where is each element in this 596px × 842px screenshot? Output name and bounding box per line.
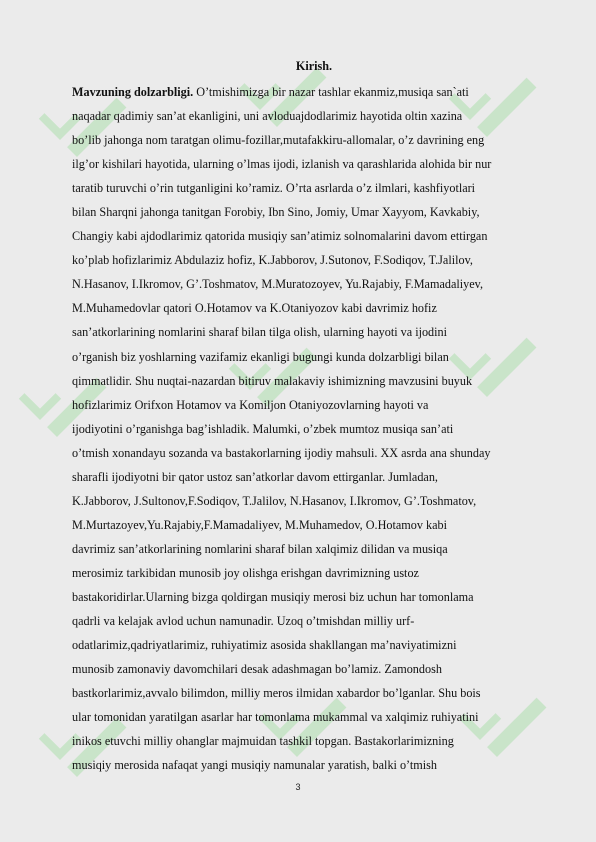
text-line: inikos etuvchi milliy ohanglar majmuidan tashkil topgan. Bastakorlarimizning — [72, 734, 454, 749]
text-line: munosib zamonaviy davomchilari desak adashmagan bo’lamiz. Zamondosh — [72, 662, 442, 677]
page-number: 3 — [295, 782, 301, 792]
text-line: musiqiy merosida nafaqat yangi musiqiy namunalar yaratish, balki o’tmish — [72, 758, 437, 773]
text-line: ijodiyotini o’rganishga bag’ishladik. Malumki, o’zbek mumtoz musiqa san’ati — [72, 421, 454, 436]
text-line: bilan Sharqni jahonga tanitgan Forobiy, Ibn Sino, Jomiy, Umar Xayyom, Kavkabiy, — [72, 205, 480, 220]
text-line: sharafli ijodiyotni bir qator ustoz san’atkorlar davom ettirganlar. Jumladan, — [72, 469, 438, 484]
page-title: Kirish. — [295, 59, 333, 73]
text-line: N.Hasanov, I.Ikromov, G’.Toshmatov, M.Muratozoyev, Yu.Rajabiy, F.Mamadaliyev, — [72, 277, 483, 292]
text-line: naqadar qadimiy san’at ekanligini, uni avloduajdodlarimiz hayotida oltin xazina — [72, 109, 463, 124]
document-body — [72, 58, 556, 777]
text-line: o’rganish biz yoshlarning vazifamiz ekanligi bugungi kunda dolzarbligi bilan — [72, 349, 449, 364]
text-line: taratib turuvchi o’rin tutganligini ko’ramiz. O’rta asrlarda o’z ilmlari, kashfiyotlari — [72, 181, 476, 196]
text-line: san’atkorlarining nomlarini sharaf bilan tilga olish, ularning hayoti va ijodini — [72, 325, 448, 340]
text-line: K.Jabborov, J.Sultonov,F.Sodiqov, T.Jalilov, N.Hasanov, I.Ikromov, G’.Toshmatov, — [72, 493, 477, 508]
section-lead: Mavzuning dolzarbligi. — [72, 85, 194, 99]
text-line: hofizlarimiz Orifxon Hotamov va Komiljon Otaniyozovlarning hayoti va — [72, 397, 429, 412]
text-line: M.Murtazoyev,Yu.Rajabiy,F.Mamadaliyev, M.Muhamedov, O.Hotamov kabi — [72, 517, 447, 532]
text-line — [72, 80, 556, 104]
text-line: ular tomonidan yaratilgan asarlar har tomonlama mukammal va xalqimiz ruhiyatini — [72, 710, 479, 725]
text-line: Changiy kabi ajdodlarimiz qatorida musiqiy san’atimiz solnomalarini davom ettirgan — [72, 229, 488, 244]
text-line: qadrli va kelajak avlod uchun namunadir. Uzoq o’tmishdan milliy urf- — [72, 614, 415, 629]
text-line: merosimiz tarkibidan munosib joy olishga erishgan davrimizning ustoz — [72, 565, 419, 580]
text-line: bastakoridirlar.Ularning bizga qoldirgan musiqiy merosi biz uchun har tomonlama — [72, 589, 474, 604]
text-line: bastkorlarimiz,avvalo bilimdon, milliy meros ilmidan xabardor bo’lganlar. Shu bois — [72, 686, 481, 701]
paragraph — [72, 80, 556, 777]
text-line-content: O’tmishimizga bir nazar tashlar ekanmiz,musiqa san`ati — [193, 85, 469, 99]
text-line: davrimiz san’atkorlarining nomlarini sharaf bilan xalqimiz dilidan va musiqa — [72, 541, 448, 556]
text-line: odatlarimiz,qadriyatlarimiz, ruhiyatimiz asosida shakllangan ma’naviyatimizni — [72, 638, 457, 653]
text-line: ko’plab hofizlarimiz Abdulaziz hofiz, K.Jabborov, J.Sutonov, F.Sodiqov, T.Jalilov, — [72, 253, 473, 268]
text-line: ilg’or kishilari hayotida, ularning o’lmas ijodi, izlanish va qarashlarida alohida bir nur — [72, 157, 492, 172]
text-line: M.Muhamedovlar qatori O.Hotamov va K.Otaniyozov kabi davrimiz hofiz — [72, 301, 437, 316]
text-line: o’tmish xonandayu sozanda va bastakorlarning ijodiy mahsuli. XX asrda ana shunday — [72, 445, 491, 460]
text-line: qimmatlidir. Shu nuqtai-nazardan bitiruv malakaviy ishimizning mavzusini buyuk — [72, 373, 473, 388]
text-line: bo’lib jahonga nom taratgan olimu-fozillar,mutafakkiru-allomalar, o’z davrining eng — [72, 133, 485, 148]
